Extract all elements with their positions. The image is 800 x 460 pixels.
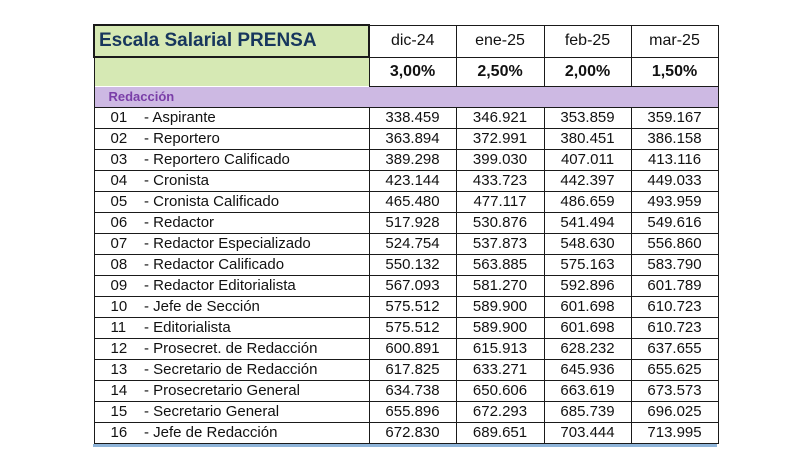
- table-row: [94, 422, 718, 443]
- salary-value: 615.913: [456, 338, 544, 359]
- position-name: - Reportero: [140, 128, 369, 149]
- position-name: - Aspirante: [140, 107, 369, 128]
- table-row: [94, 359, 718, 380]
- salary-value: 589.900: [456, 317, 544, 338]
- salary-value: 703.444: [544, 422, 631, 443]
- table-row: [94, 317, 718, 338]
- row-number: 03: [94, 149, 140, 170]
- row-number: 07: [94, 233, 140, 254]
- salary-value: 386.158: [631, 128, 718, 149]
- row-number: 14: [94, 380, 140, 401]
- salary-value: 346.921: [456, 107, 544, 128]
- salary-value: 524.754: [369, 233, 456, 254]
- table-row: [94, 275, 718, 296]
- salary-value: 696.025: [631, 401, 718, 422]
- increment-header: 2,00%: [544, 57, 631, 86]
- salary-value: 713.995: [631, 422, 718, 443]
- position-name: - Redactor Especializado: [140, 233, 369, 254]
- increment-header: 3,00%: [369, 57, 456, 86]
- row-number: 09: [94, 275, 140, 296]
- salary-value: 663.619: [544, 380, 631, 401]
- salary-value: 610.723: [631, 317, 718, 338]
- salary-value: 672.293: [456, 401, 544, 422]
- salary-value: 423.144: [369, 170, 456, 191]
- salary-value: 541.494: [544, 212, 631, 233]
- salary-value: 581.270: [456, 275, 544, 296]
- position-name: - Secretario General: [140, 401, 369, 422]
- salary-value: 601.698: [544, 317, 631, 338]
- salary-value: 563.885: [456, 254, 544, 275]
- salary-value: 628.232: [544, 338, 631, 359]
- bottom-rule: [93, 444, 717, 447]
- position-name: - Redactor Calificado: [140, 254, 369, 275]
- salary-value: 389.298: [369, 149, 456, 170]
- row-number: 08: [94, 254, 140, 275]
- increment-header: 1,50%: [631, 57, 718, 86]
- row-number: 13: [94, 359, 140, 380]
- salary-scale-sheet: [93, 24, 717, 447]
- salary-value: 601.789: [631, 275, 718, 296]
- salary-value: 549.616: [631, 212, 718, 233]
- row-number: 12: [94, 338, 140, 359]
- salary-value: 407.011: [544, 149, 631, 170]
- salary-value: 530.876: [456, 212, 544, 233]
- position-name: - Editorialista: [140, 317, 369, 338]
- salary-value: 637.655: [631, 338, 718, 359]
- position-name: - Redactor: [140, 212, 369, 233]
- salary-value: 380.451: [544, 128, 631, 149]
- table-row: [94, 107, 718, 128]
- position-name: - Reportero Calificado: [140, 149, 369, 170]
- row-number: 06: [94, 212, 140, 233]
- position-name: - Prosecret. de Redacción: [140, 338, 369, 359]
- position-name: - Jefe de Redacción: [140, 422, 369, 443]
- salary-value: 634.738: [369, 380, 456, 401]
- salary-value: 353.859: [544, 107, 631, 128]
- salary-value: 433.723: [456, 170, 544, 191]
- salary-value: 575.512: [369, 317, 456, 338]
- table-row: [94, 296, 718, 317]
- salary-value: 486.659: [544, 191, 631, 212]
- salary-value: 633.271: [456, 359, 544, 380]
- salary-value: 399.030: [456, 149, 544, 170]
- table-row: [94, 170, 718, 191]
- table-row: [94, 380, 718, 401]
- header-row-increments: [94, 57, 718, 86]
- salary-value: 672.830: [369, 422, 456, 443]
- table-row: [94, 338, 718, 359]
- salary-value: 442.397: [544, 170, 631, 191]
- salary-value: 363.894: [369, 128, 456, 149]
- salary-value: 575.163: [544, 254, 631, 275]
- table-row: [94, 149, 718, 170]
- salary-value: 359.167: [631, 107, 718, 128]
- salary-value: 556.860: [631, 233, 718, 254]
- salary-value: 655.896: [369, 401, 456, 422]
- table-row: [94, 212, 718, 233]
- row-number: 05: [94, 191, 140, 212]
- table-row: [94, 254, 718, 275]
- row-number: 11: [94, 317, 140, 338]
- salary-value: 465.480: [369, 191, 456, 212]
- section-label: Redacción: [94, 86, 718, 107]
- title-fill-cell: [94, 57, 369, 86]
- table-row: [94, 233, 718, 254]
- position-name: - Cronista Calificado: [140, 191, 369, 212]
- position-name: - Redactor Editorialista: [140, 275, 369, 296]
- month-header: ene-25: [456, 25, 544, 57]
- position-name: - Prosecretario General: [140, 380, 369, 401]
- table-row: [94, 128, 718, 149]
- salary-value: 685.739: [544, 401, 631, 422]
- salary-value: 600.891: [369, 338, 456, 359]
- position-name: - Secretario de Redacción: [140, 359, 369, 380]
- month-header: dic-24: [369, 25, 456, 57]
- salary-value: 655.625: [631, 359, 718, 380]
- salary-value: 601.698: [544, 296, 631, 317]
- table-row: [94, 191, 718, 212]
- salary-table: [93, 24, 719, 444]
- row-number: 10: [94, 296, 140, 317]
- salary-value: 372.991: [456, 128, 544, 149]
- increment-header: 2,50%: [456, 57, 544, 86]
- salary-value: 673.573: [631, 380, 718, 401]
- salary-value: 650.606: [456, 380, 544, 401]
- position-name: - Cronista: [140, 170, 369, 191]
- salary-value: 550.132: [369, 254, 456, 275]
- row-number: 15: [94, 401, 140, 422]
- salary-value: 583.790: [631, 254, 718, 275]
- salary-value: 477.117: [456, 191, 544, 212]
- row-number: 16: [94, 422, 140, 443]
- month-header: feb-25: [544, 25, 631, 57]
- salary-value: 589.900: [456, 296, 544, 317]
- salary-value: 548.630: [544, 233, 631, 254]
- salary-value: 449.033: [631, 170, 718, 191]
- salary-value: 413.116: [631, 149, 718, 170]
- salary-value: 567.093: [369, 275, 456, 296]
- position-name: - Jefe de Sección: [140, 296, 369, 317]
- table-title: Escala Salarial PRENSA: [94, 25, 369, 57]
- month-header: mar-25: [631, 25, 718, 57]
- salary-value: 592.896: [544, 275, 631, 296]
- section-row: [94, 86, 718, 107]
- salary-value: 338.459: [369, 107, 456, 128]
- row-number: 04: [94, 170, 140, 191]
- table-row: [94, 401, 718, 422]
- salary-value: 645.936: [544, 359, 631, 380]
- row-number: 01: [94, 107, 140, 128]
- salary-value: 575.512: [369, 296, 456, 317]
- salary-value: 617.825: [369, 359, 456, 380]
- salary-value: 689.651: [456, 422, 544, 443]
- salary-value: 493.959: [631, 191, 718, 212]
- salary-value: 537.873: [456, 233, 544, 254]
- salary-value: 517.928: [369, 212, 456, 233]
- row-number: 02: [94, 128, 140, 149]
- salary-value: 610.723: [631, 296, 718, 317]
- header-row-months: [94, 25, 718, 57]
